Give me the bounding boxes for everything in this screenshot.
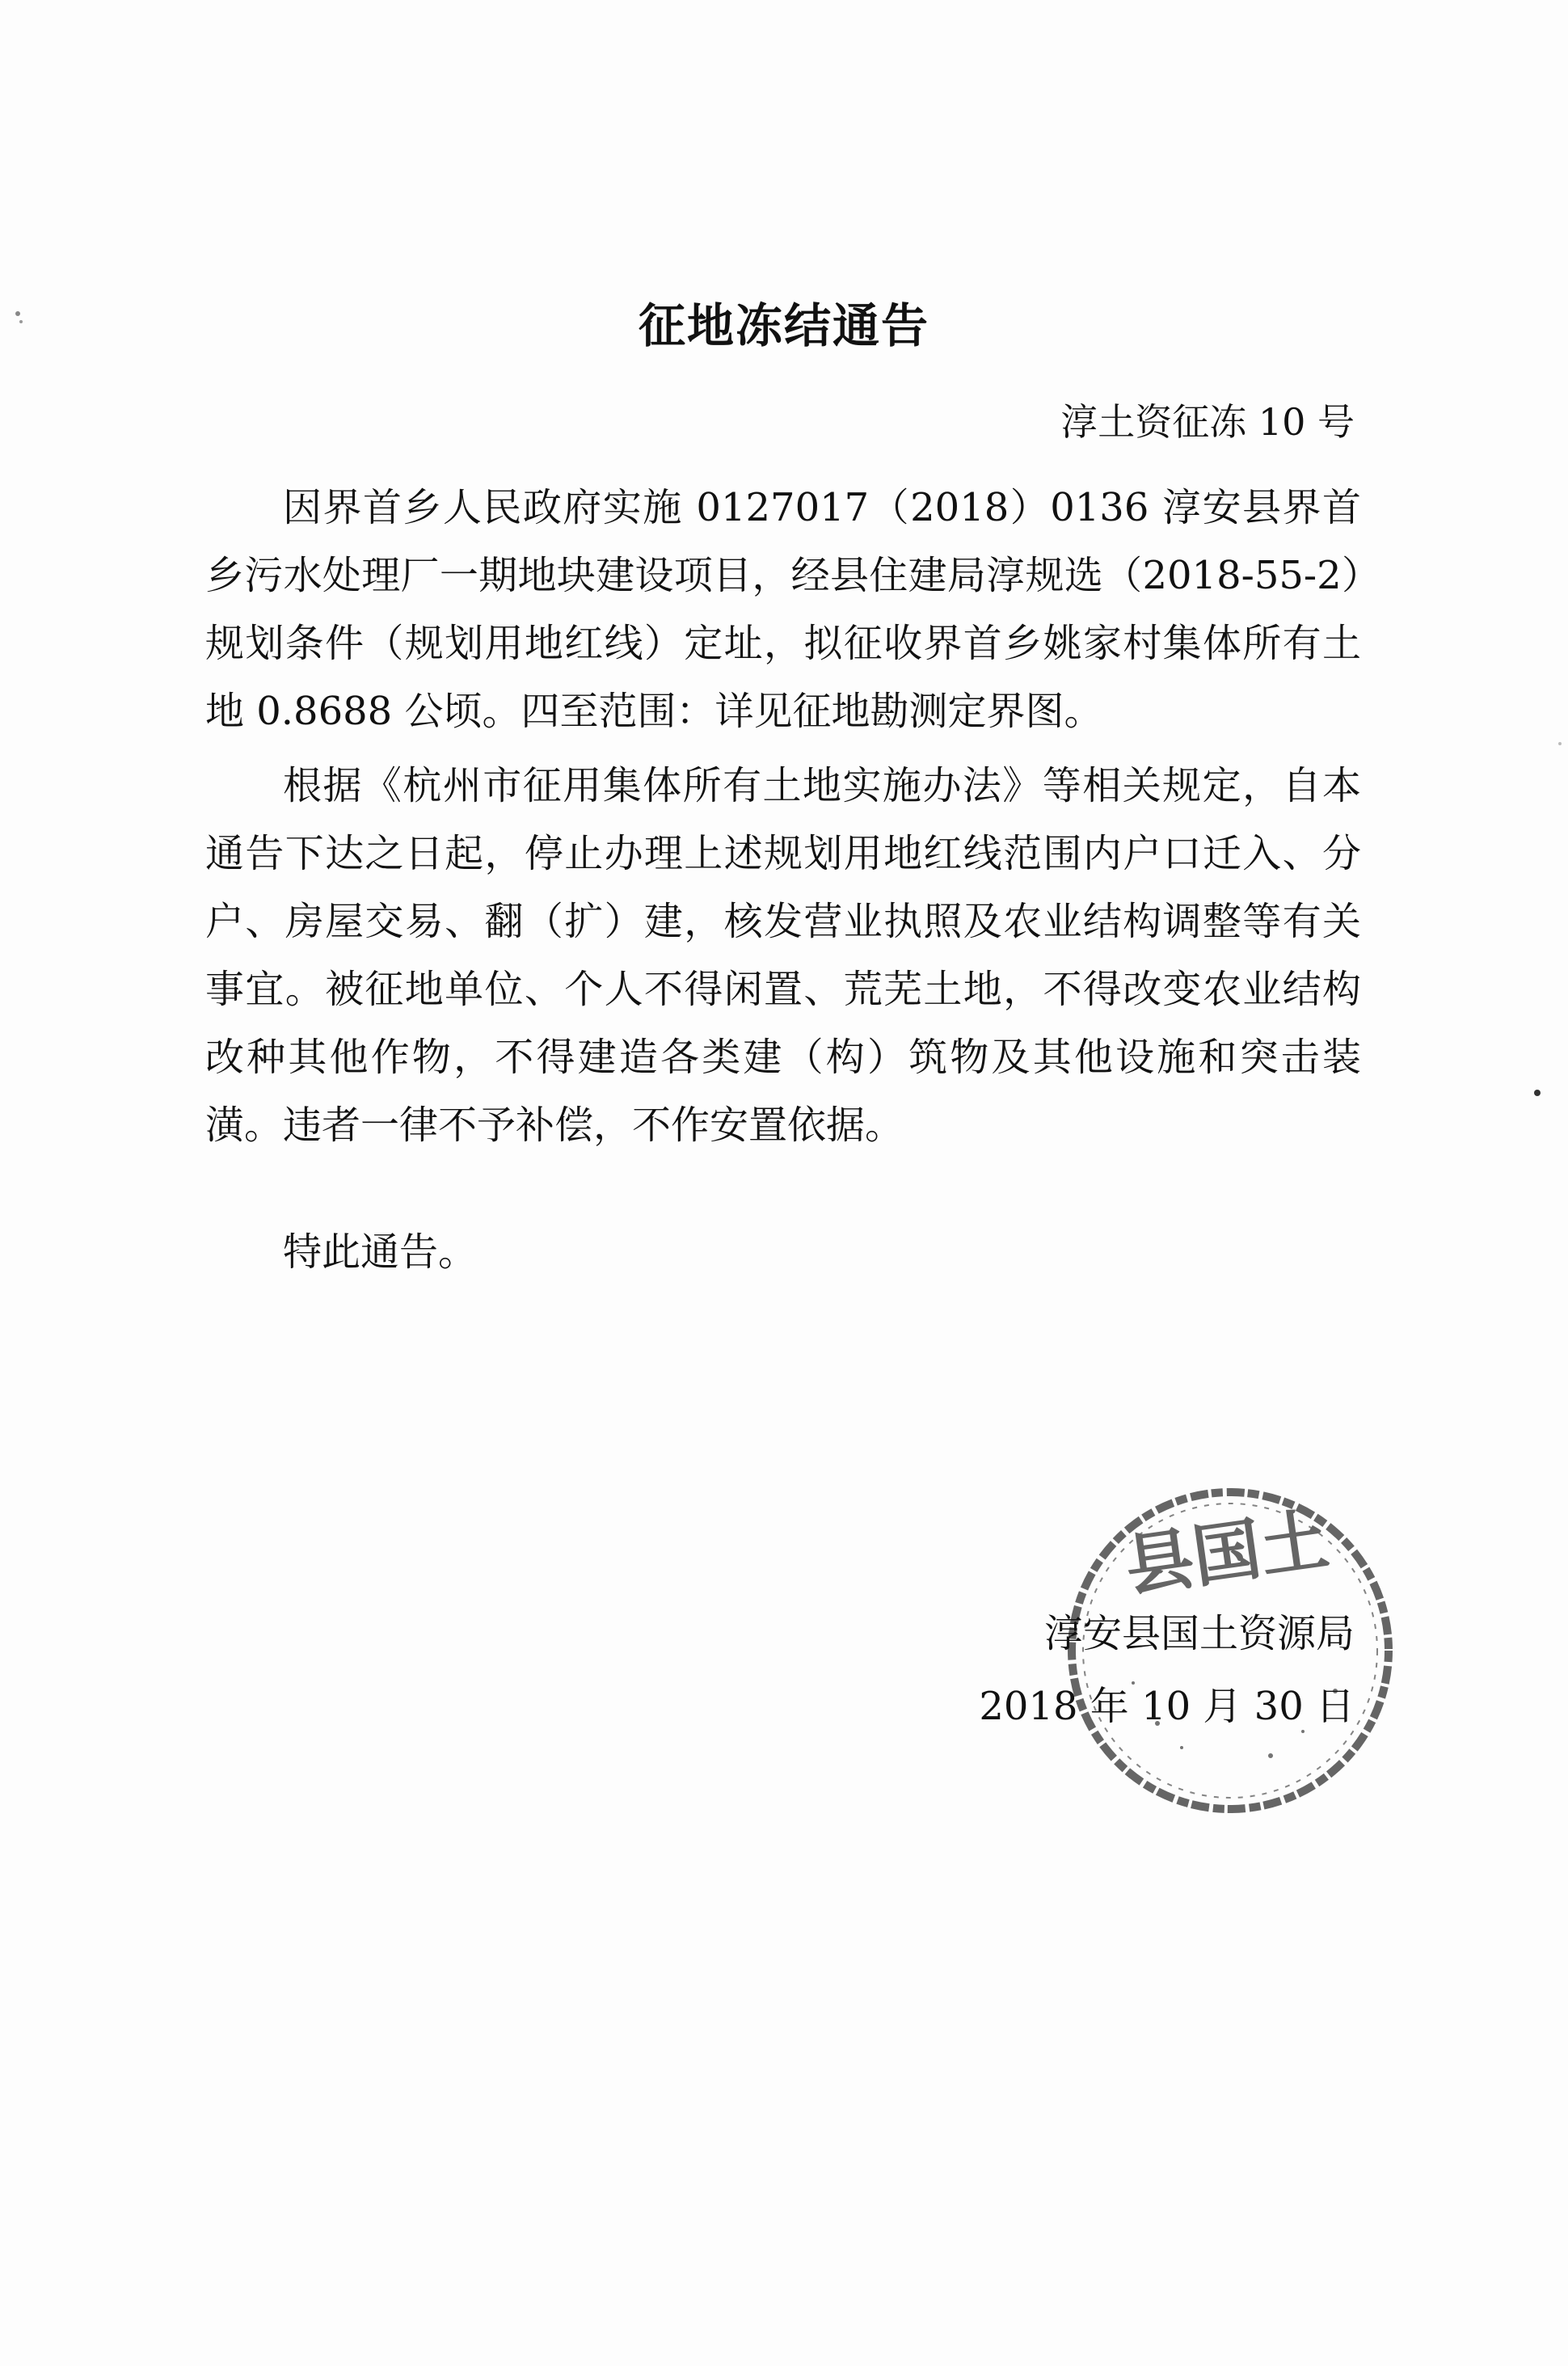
- paragraph-freeze-regulations: 根据《杭州市征用集体所有土地实施办法》等相关规定，自本通告下达之日起，停止办理上述规划用地红线范围内户口迁入、分户、房屋交易、翻（扩）建，核发营业执照及农业结构调整等有关事宜。被征地单位、个人不得闲置、荒芜土地，不得改变农业结构改种其他作物，不得建造各类建（构）筑物及其他设施和突击装潢。违者一律不予补偿，不作安置依据。: [205, 763, 1361, 1148]
- issuing-authority: 淳安县国土资源局: [1043, 1611, 1355, 1656]
- closing-statement: 特此通告。: [283, 1229, 478, 1275]
- issue-date: 2018 年 10 月 30 日: [979, 1684, 1355, 1729]
- seal-text: 县国土: [1120, 1499, 1334, 1607]
- paragraph-project-description: 因界首乡人民政府实施 0127017（2018）0136 淳安县界首乡污水处理厂一期地块建设项目，经县住建局淳规选（2018-55-2）规划条件（规划用地红线）定址，拟征收界首乡姚家村集体所有土地 0.8688 公顷。四至范围：详见征地勘测定界图。: [205, 485, 1361, 734]
- notice-title: 征地冻结通告: [638, 298, 929, 353]
- document-number: 淳土资征冻 10 号: [1060, 400, 1355, 444]
